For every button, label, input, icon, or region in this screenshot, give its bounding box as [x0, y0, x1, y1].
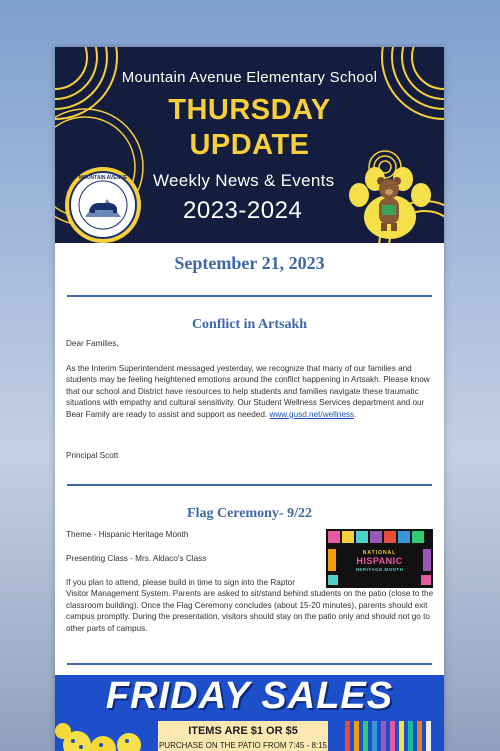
section-divider — [67, 663, 432, 665]
hhm-line3: HERITAGE MONTH — [355, 567, 404, 572]
banner-subtitle: Weekly News & Events — [153, 171, 335, 190]
conflict-body-text — [66, 363, 436, 420]
newsletter-date: September 21, 2023 — [174, 253, 325, 273]
theme-text: Theme - Hispanic Heritage Month — [66, 530, 189, 539]
friday-sales-info-box — [158, 721, 328, 751]
friday-sales-time: PURCHASE ON THE PATIO FROM 7:45 - 8:15 — [158, 741, 328, 750]
section-title-flag-ceremony: Flag Ceremony- 9/22 — [187, 506, 312, 521]
section-divider — [67, 295, 432, 297]
newsletter-card — [55, 47, 444, 751]
flag-body-text: Visitor Management System. Parents are asked to sit/stand behind students on the patio (close to the classroom building). Once the Flag Ceremony concludes (about 15-20 minutes), parents should exit campus promptly. During the presentation, visitors should stay on the patio only and should not go to other parts of campus. — [66, 589, 434, 633]
school-logo-seal — [63, 165, 143, 243]
wellness-link[interactable]: www.gusd.net/wellness — [269, 409, 355, 419]
friday-sales-price: ITEMS ARE $1 OR $5 — [188, 725, 298, 737]
hhm-line1: NATIONAL — [362, 550, 397, 556]
signature-text: Principal Scott — [66, 451, 119, 460]
section-title-conflict: Conflict in Artsakh — [191, 317, 308, 332]
presenting-class-text: Presenting Class - Mrs. Aldaco's Class — [66, 554, 207, 563]
friday-sales-title: FRIDAY SALES — [105, 675, 394, 717]
school-name: Mountain Avenue Elementary School — [121, 69, 378, 86]
flag-body-line1: If you plan to attend, please build in time to sign into the Raptor — [66, 578, 295, 587]
section-divider — [67, 484, 432, 486]
school-year: 2023-2024 — [183, 197, 303, 224]
title-line-update: UPDATE — [189, 129, 310, 161]
friday-sales-banner — [55, 675, 444, 751]
conflict-body: As the Interim Superintendent messaged yesterday, we recognize that many of our families and students may be feeling heightened emotions around the conflict happening in Artsakh. Please know that our school and District have resources to help students and families navigate these traumatic situations with empathy and cultural sensitivity. Our Student Wellness Services department and our Bear Family are ready to assist and support as needed. — [66, 364, 430, 419]
title-line-thursday: THURSDAY — [168, 94, 331, 126]
bear-paw-mascot — [345, 165, 435, 243]
svg-text:MOUNTAIN AVENUE: MOUNTAIN AVENUE — [78, 175, 128, 181]
hhm-line2: HISPANIC — [356, 556, 403, 566]
link-period: . — [354, 409, 357, 419]
greeting-text: Dear Families, — [66, 339, 119, 348]
header-banner — [55, 47, 444, 243]
hispanic-heritage-image — [326, 529, 433, 588]
